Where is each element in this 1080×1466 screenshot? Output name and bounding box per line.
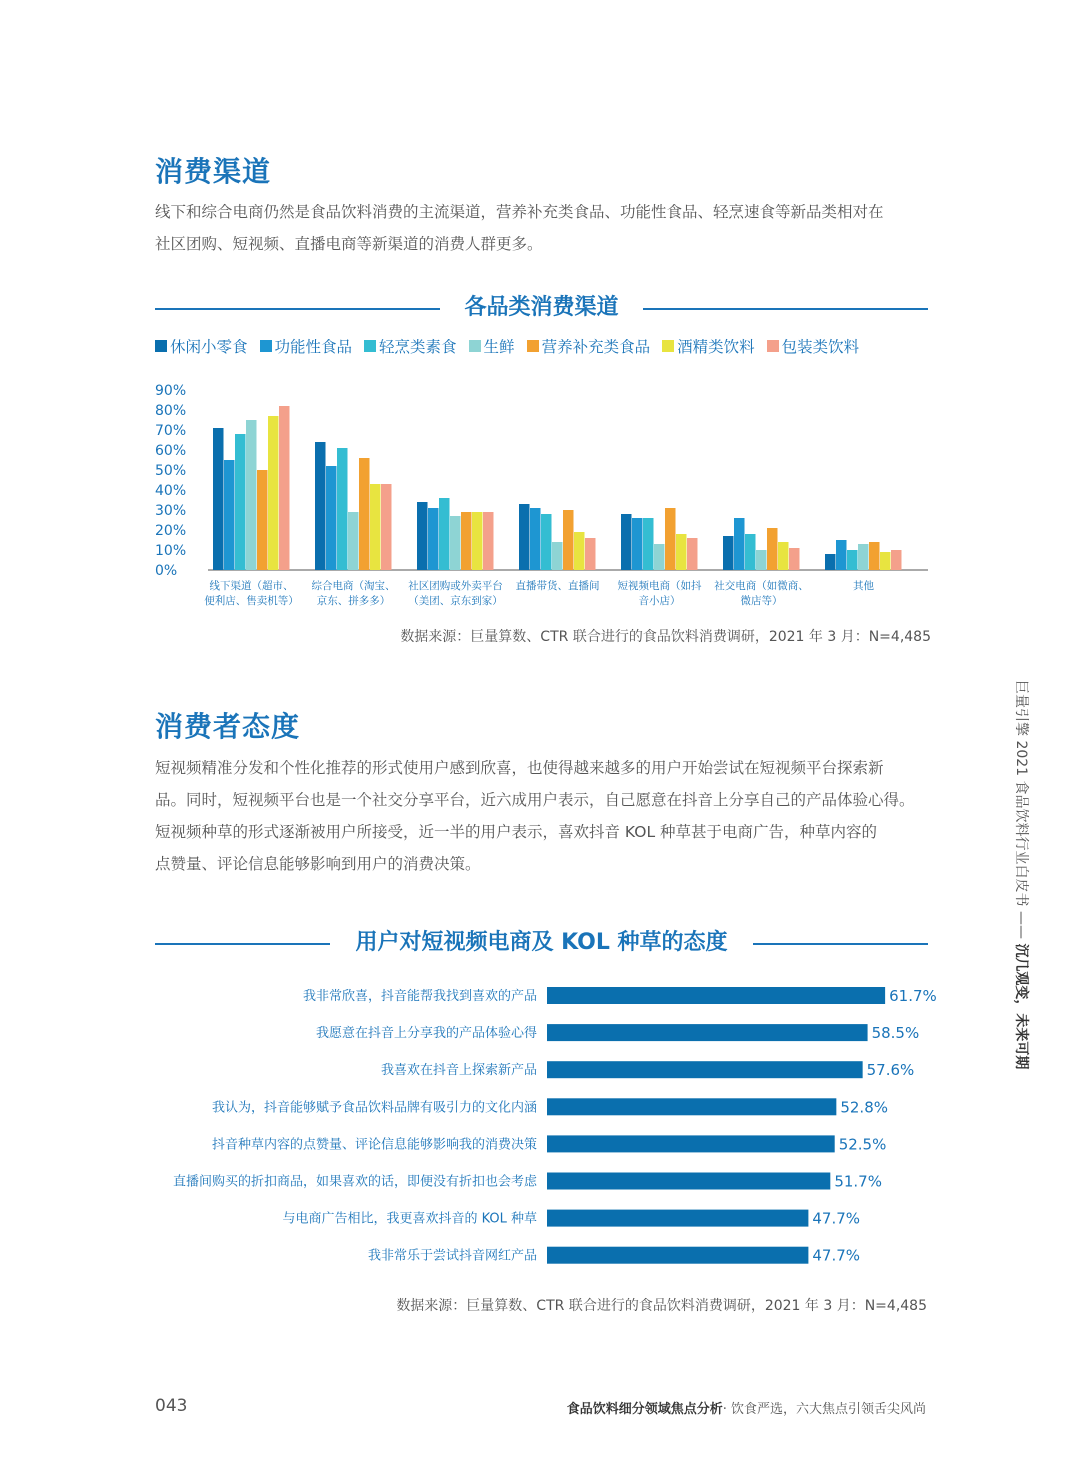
legend-item [364, 335, 457, 357]
page-number: 043 [155, 1396, 188, 1416]
bar [246, 420, 257, 570]
legend-swatch [260, 340, 272, 352]
attitude-bar-chart [150, 975, 940, 1275]
bar [279, 406, 290, 570]
chart2-title-bar [155, 928, 928, 958]
y-tick-label: 30% [155, 503, 187, 519]
x-tick-label: 社交电商（如微商、 [714, 580, 809, 592]
bar [687, 538, 698, 570]
vertical-sidebar [1002, 680, 1032, 1110]
bar [665, 508, 676, 570]
bar [450, 516, 461, 570]
bar [723, 536, 734, 570]
bar [767, 528, 778, 570]
category-label: 抖音种草内容的点赞量、评论信息能够影响我的消费决策 [211, 1137, 537, 1153]
bar [891, 550, 902, 570]
value-label: 52.8% [840, 1098, 889, 1117]
bar [547, 1247, 808, 1264]
sidebar-bold: 沉几观变，未来可期 [1013, 943, 1029, 1070]
bar [585, 538, 596, 570]
footer-caption [567, 1398, 926, 1417]
legend-label: 包装类饮料 [781, 338, 860, 356]
legend-swatch [469, 340, 481, 352]
value-label: 61.7% [889, 987, 937, 1005]
y-tick-label: 90% [155, 383, 187, 399]
x-tick-label: 音小店） [638, 595, 681, 607]
x-tick-label: 京东、拼多多） [316, 595, 391, 607]
channels-paragraph-line: 社区团购、短视频、直播电商等新渠道的消费人群更多。 [155, 235, 543, 253]
legend-item [260, 335, 353, 357]
legend-item [527, 335, 651, 357]
attitude-paragraph-line: 短视频精准分发和个性化推荐的形式使用户感到欣喜，也使得越来越多的用户开始尝试在短视频平台探索新 [155, 759, 884, 777]
bar [381, 484, 392, 570]
legend-item [662, 335, 755, 357]
x-tick-label: 其他 [853, 580, 874, 592]
bar [547, 987, 885, 1004]
bar [257, 470, 268, 570]
chart1-title-bar [155, 293, 928, 323]
value-label: 51.7% [834, 1172, 882, 1191]
bar [621, 514, 632, 570]
category-label: 我非常欣喜，抖音能帮我找到喜欢的产品 [302, 989, 537, 1004]
bar [643, 518, 654, 570]
bar [869, 542, 880, 570]
sidebar-dash: —— [1013, 910, 1029, 939]
y-tick-label: 60% [155, 443, 187, 459]
bar [337, 448, 348, 570]
bar [268, 416, 279, 570]
bar [224, 460, 235, 570]
value-label: 58.5% [871, 1024, 920, 1043]
x-tick-label: 综合电商（淘宝、 [311, 580, 396, 592]
bar [654, 544, 665, 570]
bar [530, 508, 541, 570]
bar [370, 484, 381, 570]
bar [574, 532, 585, 570]
chart1-source: 数据来源：巨量算数、CTR 联合进行的食品饮料消费调研，2021 年 3 月：N=4,485 [400, 629, 931, 645]
bar [439, 498, 450, 570]
y-tick-label: 0% [155, 563, 178, 579]
bar [552, 542, 563, 570]
bar [756, 550, 767, 570]
legend-swatch [767, 340, 779, 352]
x-tick-label: 短视频电商（如抖 [617, 580, 702, 592]
legend-label: 休闲小零食 [170, 338, 248, 356]
legend-swatch [155, 340, 167, 352]
attitude-paragraph-line: 品。同时，短视频平台也是一个社交分享平台，近六成用户表示，自己愿意在抖音上分享自己的产品体验心得。 [155, 791, 915, 809]
bar [461, 512, 472, 570]
x-tick-label: 线下渠道（超市、 [209, 580, 294, 592]
x-tick-label: 社区团购或外卖平台 [408, 580, 503, 592]
bar [676, 534, 687, 570]
bar [359, 458, 370, 570]
category-label: 与电商广告相比，我更喜欢抖音的 KOL 种草 [282, 1211, 537, 1227]
footer-rest: · 饮食严选，六大焦点引领舌尖风尚 [722, 1402, 926, 1417]
bar [745, 534, 756, 570]
legend-swatch [527, 340, 539, 352]
bar [563, 510, 574, 570]
legend-label: 酒精类饮料 [677, 338, 755, 356]
category-label: 我愿意在抖音上分享我的产品体验心得 [315, 1026, 537, 1042]
bar [847, 550, 858, 570]
value-label: 47.7% [812, 1246, 861, 1265]
bar [315, 442, 326, 570]
y-tick-label: 70% [155, 423, 187, 439]
legend-label: 生鲜 [483, 338, 515, 356]
channels-paragraph-line: 线下和综合电商仍然是食品饮料消费的主流渠道，营养补充类食品、功能性食品、轻烹速食等新品类相对在 [155, 203, 884, 221]
bar [547, 1024, 868, 1041]
y-tick-label: 40% [155, 483, 187, 499]
y-tick-label: 20% [155, 523, 187, 539]
bar [213, 428, 224, 570]
attitude-paragraph-line: 短视频种草的形式逐渐被用户所接受，近一半的用户表示，喜欢抖音 KOL 种草甚于电商广告，种草内容的 [155, 823, 878, 841]
chart2-source: 数据来源：巨量算数、CTR 联合进行的食品饮料消费调研，2021 年 3 月：N=4,485 [396, 1298, 927, 1314]
section-heading-channels: 消费渠道 [155, 155, 272, 188]
chart1-legend [155, 335, 935, 357]
legend-label: 轻烹类素食 [379, 338, 457, 356]
chart2-title: 用户对短视频电商及 KOL 种草的态度 [355, 930, 728, 955]
value-label: 47.7% [812, 1209, 861, 1228]
bar [547, 1135, 835, 1152]
bar [734, 518, 745, 570]
bar [417, 502, 428, 570]
y-tick-label: 80% [155, 403, 187, 419]
legend-label: 功能性食品 [274, 338, 353, 356]
bar [235, 434, 246, 570]
sidebar-rest: 巨量引擎 2021 食品饮料行业白皮书 [1013, 680, 1029, 907]
legend-item [767, 335, 860, 357]
y-tick-label: 50% [155, 463, 187, 479]
category-label: 直播间购买的折扣商品，如果喜欢的话，即便没有折扣也会考虑 [172, 1174, 537, 1190]
value-label: 52.5% [838, 1135, 887, 1154]
category-label: 我非常乐于尝试抖音网红产品 [367, 1248, 537, 1264]
bar [483, 512, 494, 570]
channel-bar-chart [150, 378, 940, 613]
x-tick-label: 便利店、售卖机等） [204, 595, 299, 607]
attitude-paragraph [155, 752, 935, 880]
bar [858, 544, 869, 570]
x-tick-label: （美团、京东到家） [408, 595, 503, 607]
legend-item [469, 335, 515, 357]
bar [547, 1061, 863, 1078]
x-tick-label: 微店等） [740, 595, 783, 607]
section-heading-attitude: 消费者态度 [155, 710, 301, 743]
bar [348, 512, 359, 570]
category-label: 我认为，抖音能够赋予食品饮料品牌有吸引力的文化内涵 [211, 1100, 537, 1116]
bar [547, 1173, 830, 1190]
legend-swatch [364, 340, 376, 352]
bar [541, 514, 552, 570]
bar [326, 466, 337, 570]
bar [428, 508, 439, 570]
value-label: 57.6% [866, 1061, 915, 1080]
legend-label: 营养补充类食品 [541, 338, 651, 356]
bar [547, 1210, 808, 1227]
bar [547, 1098, 836, 1115]
bar [632, 518, 643, 570]
bar [519, 504, 530, 570]
x-tick-label: 直播带货、直播间 [515, 580, 600, 592]
bar [789, 548, 800, 570]
bar [836, 540, 847, 570]
bar [825, 554, 836, 570]
attitude-paragraph-line: 点赞量、评论信息能够影响到用户的消费决策。 [155, 855, 481, 873]
chart1-title: 各品类消费渠道 [464, 295, 619, 320]
legend-item [155, 335, 248, 357]
y-tick-label: 10% [155, 543, 187, 559]
footer-bold: 食品饮料细分领域焦点分析 [566, 1402, 723, 1417]
bar [778, 542, 789, 570]
channels-paragraph [155, 196, 935, 260]
bar [880, 552, 891, 570]
category-label: 我喜欢在抖音上探索新产品 [380, 1063, 537, 1079]
legend-swatch [662, 340, 674, 352]
bar [472, 512, 483, 570]
